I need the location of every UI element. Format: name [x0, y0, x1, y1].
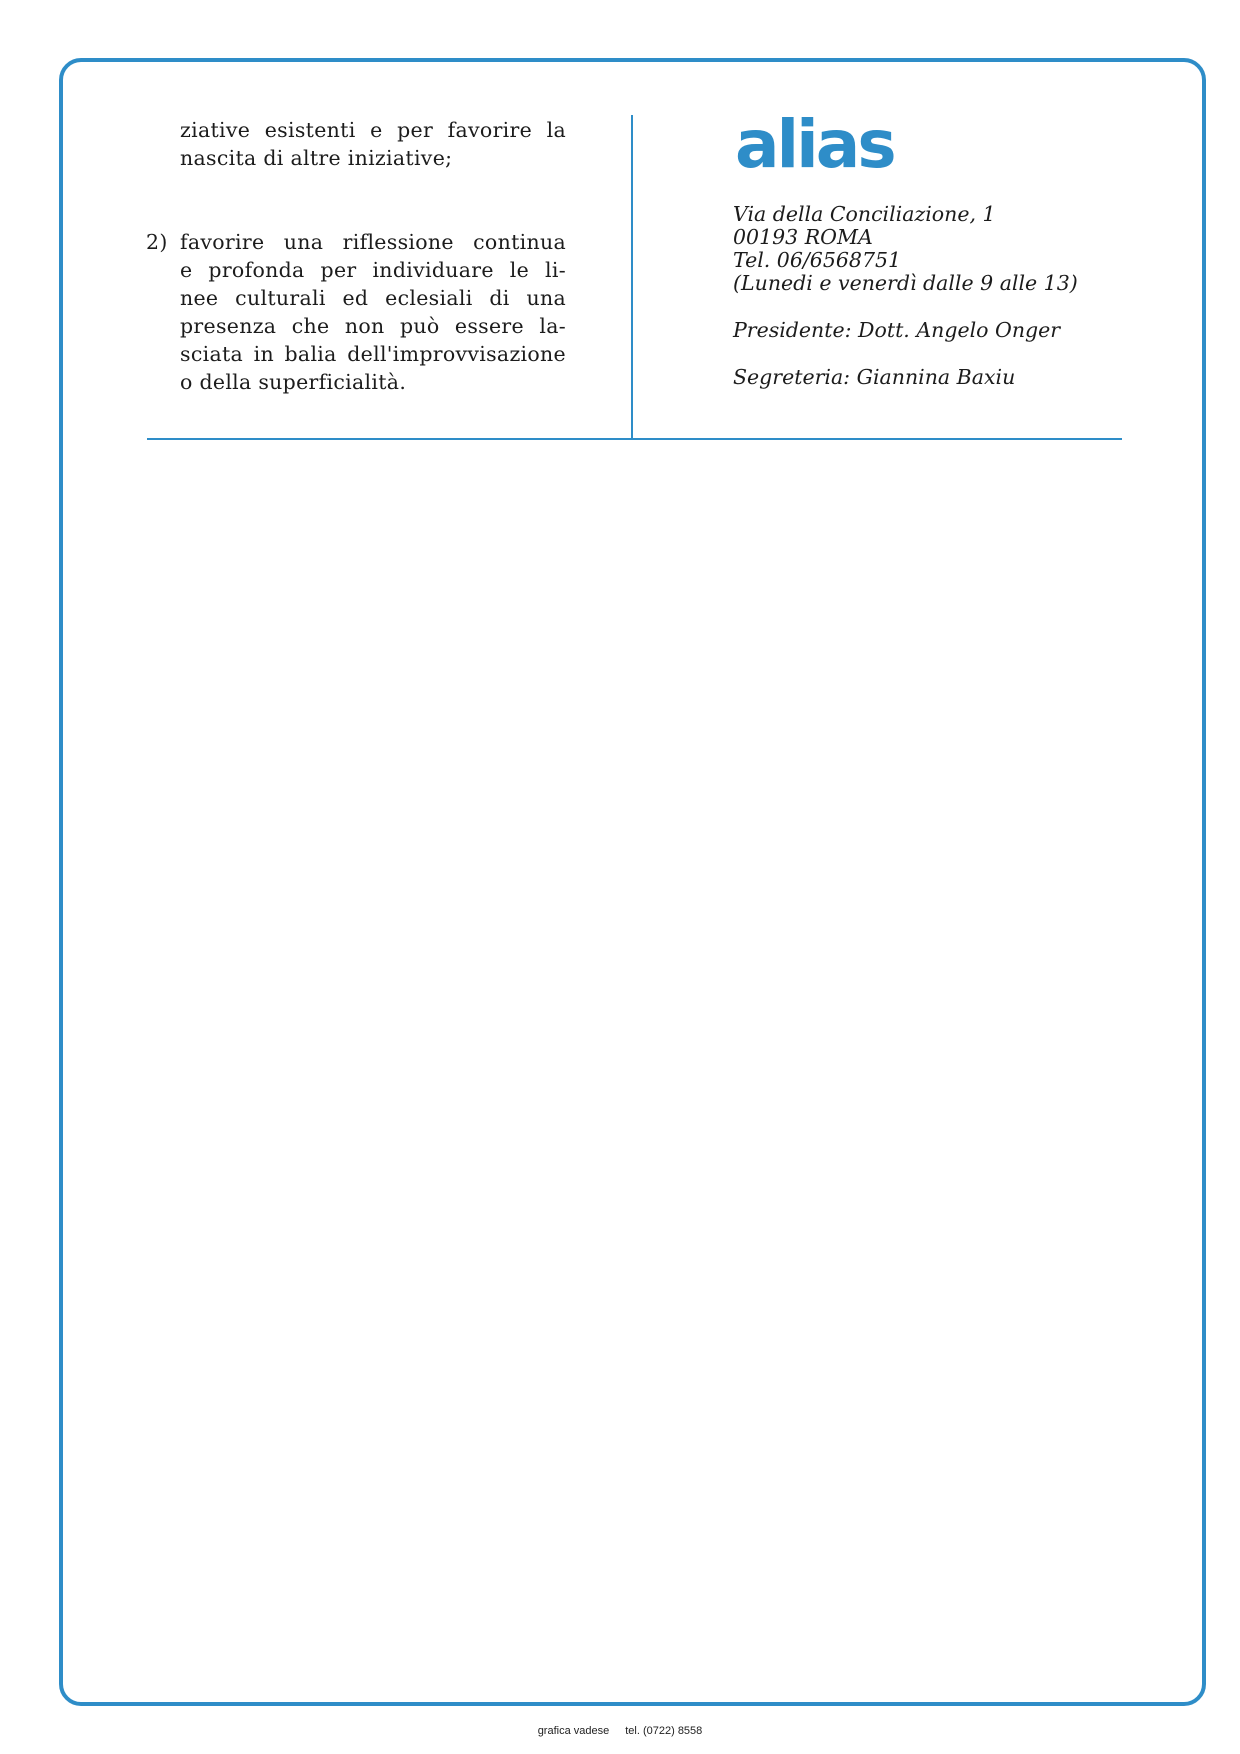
- text-line: nascita di altre iniziative;: [180, 146, 453, 170]
- secretary-line: Segreteria: Giannina Baxiu: [733, 365, 1016, 389]
- printer-name: grafica vadese: [537, 1725, 610, 1737]
- office-hours-line: (Lunedi e venerdì dalle 9 alle 13): [733, 271, 1078, 295]
- text-line: e profonda per individuare le li-: [180, 258, 566, 282]
- alias-logo: alias: [735, 106, 894, 183]
- phone-line: Tel. 06/6568751: [733, 248, 902, 272]
- text-line: presenza che non può essere la-: [180, 314, 566, 338]
- printer-footer: [0, 1725, 1240, 1737]
- header-divider: [147, 438, 1122, 440]
- column-divider: [631, 115, 633, 440]
- text-line: sciata in balia dell'improvvisazione: [180, 342, 566, 366]
- text-line: nee culturali ed eclesiali di una: [180, 286, 566, 310]
- list-item-2: [146, 228, 566, 396]
- paragraph-continuation: [180, 116, 566, 172]
- address-line: Via della Conciliazione, 1: [733, 202, 996, 226]
- list-item-number: 2): [146, 230, 168, 254]
- text-line: o della superficialità.: [180, 370, 407, 394]
- text-line: favorire una riflessione continua: [180, 230, 566, 254]
- president-line: Presidente: Dott. Angelo Onger: [733, 318, 1061, 342]
- text-line: ziative esistenti e per favorire la: [180, 118, 566, 142]
- letterhead-info: [733, 203, 1133, 389]
- body-text-column: [146, 116, 566, 396]
- postal-code-line: 00193 ROMA: [733, 225, 873, 249]
- printer-phone: tel. (0722) 8558: [625, 1725, 703, 1737]
